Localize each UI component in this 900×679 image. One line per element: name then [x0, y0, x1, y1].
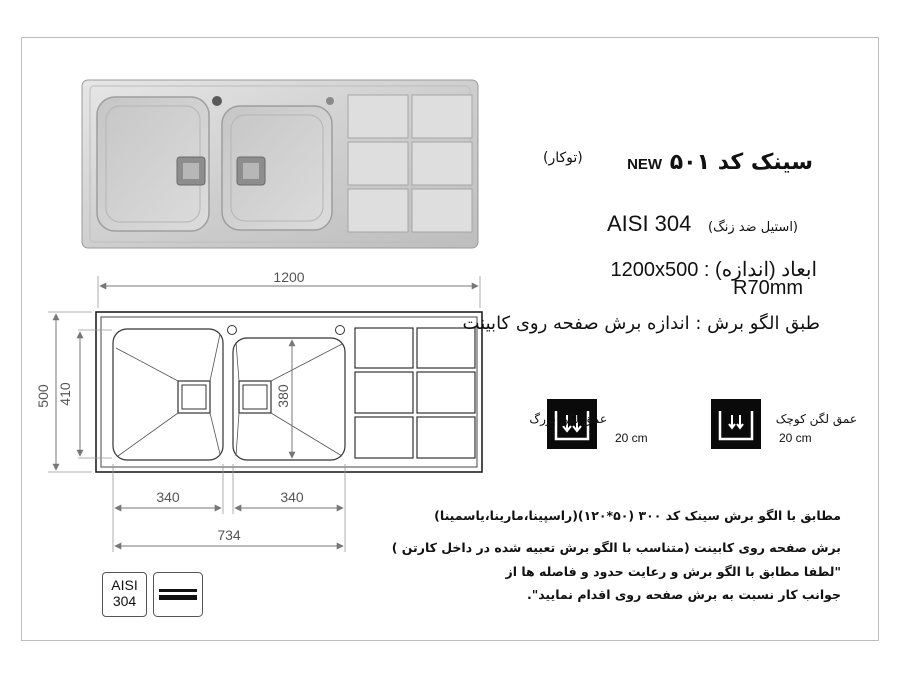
title-text: سینک کد — [717, 150, 813, 175]
dim-bowl2-width: 340 — [280, 489, 304, 505]
dim-total-width: 1200 — [273, 269, 305, 285]
product-title — [627, 150, 813, 175]
depth-small-icon — [711, 399, 761, 449]
dim-bowl-height: 380 — [275, 384, 291, 408]
cutout-text: طبق الگو برش : اندازه برش صفحه روی کابینت — [462, 313, 820, 334]
note-line-2: برش صفحه روی کابینت (متناسب با الگو برش تعبیه شده در داخل کارتن ) — [391, 540, 841, 555]
depth-small-value: 20 cm — [779, 431, 812, 445]
dim-total-height: 500 — [35, 384, 51, 408]
title-code: ۵۰۱ — [669, 150, 711, 175]
thickness-icon — [153, 572, 203, 617]
sink-technical-drawing — [30, 268, 490, 568]
depth-large-label: عمق لگن بزرگ — [529, 412, 607, 426]
dim-inner-height: 410 — [57, 382, 73, 406]
depth-large-value: 20 cm — [615, 431, 648, 445]
badge-line1: AISI — [111, 577, 138, 593]
material-note: (استیل ضد زنگ) — [708, 220, 798, 235]
note-line-1: مطابق با الگو برش سینک کد ۳۰۰ (۵۰*۱۲۰)(راسپینا،مارینا،یاسمینا) — [434, 508, 841, 523]
title-new: NEW — [627, 156, 663, 173]
radius-text: R70mm — [733, 277, 804, 299]
depth-small-label: عمق لگن کوچک — [775, 412, 857, 426]
note-line-4: جوانب کار نسبت به برش صفحه روی اقدام نمایید". — [526, 587, 841, 602]
dim-bowl1-width: 340 — [156, 489, 180, 505]
sink-photo — [80, 78, 480, 250]
product-subtitle: (توکار) — [543, 150, 583, 166]
aisi-badge — [102, 572, 147, 617]
note-line-3: "لطفا مطابق با الگو برش و رعایت حدود و فاصله ها از — [505, 564, 841, 579]
dim-bowls-span: 734 — [217, 527, 241, 543]
dimensions-text: 1200x500 : ابعاد (اندازه) — [610, 259, 817, 281]
badge-line2: 304 — [112, 593, 137, 609]
steel-grade: AISI 304 — [607, 211, 692, 236]
